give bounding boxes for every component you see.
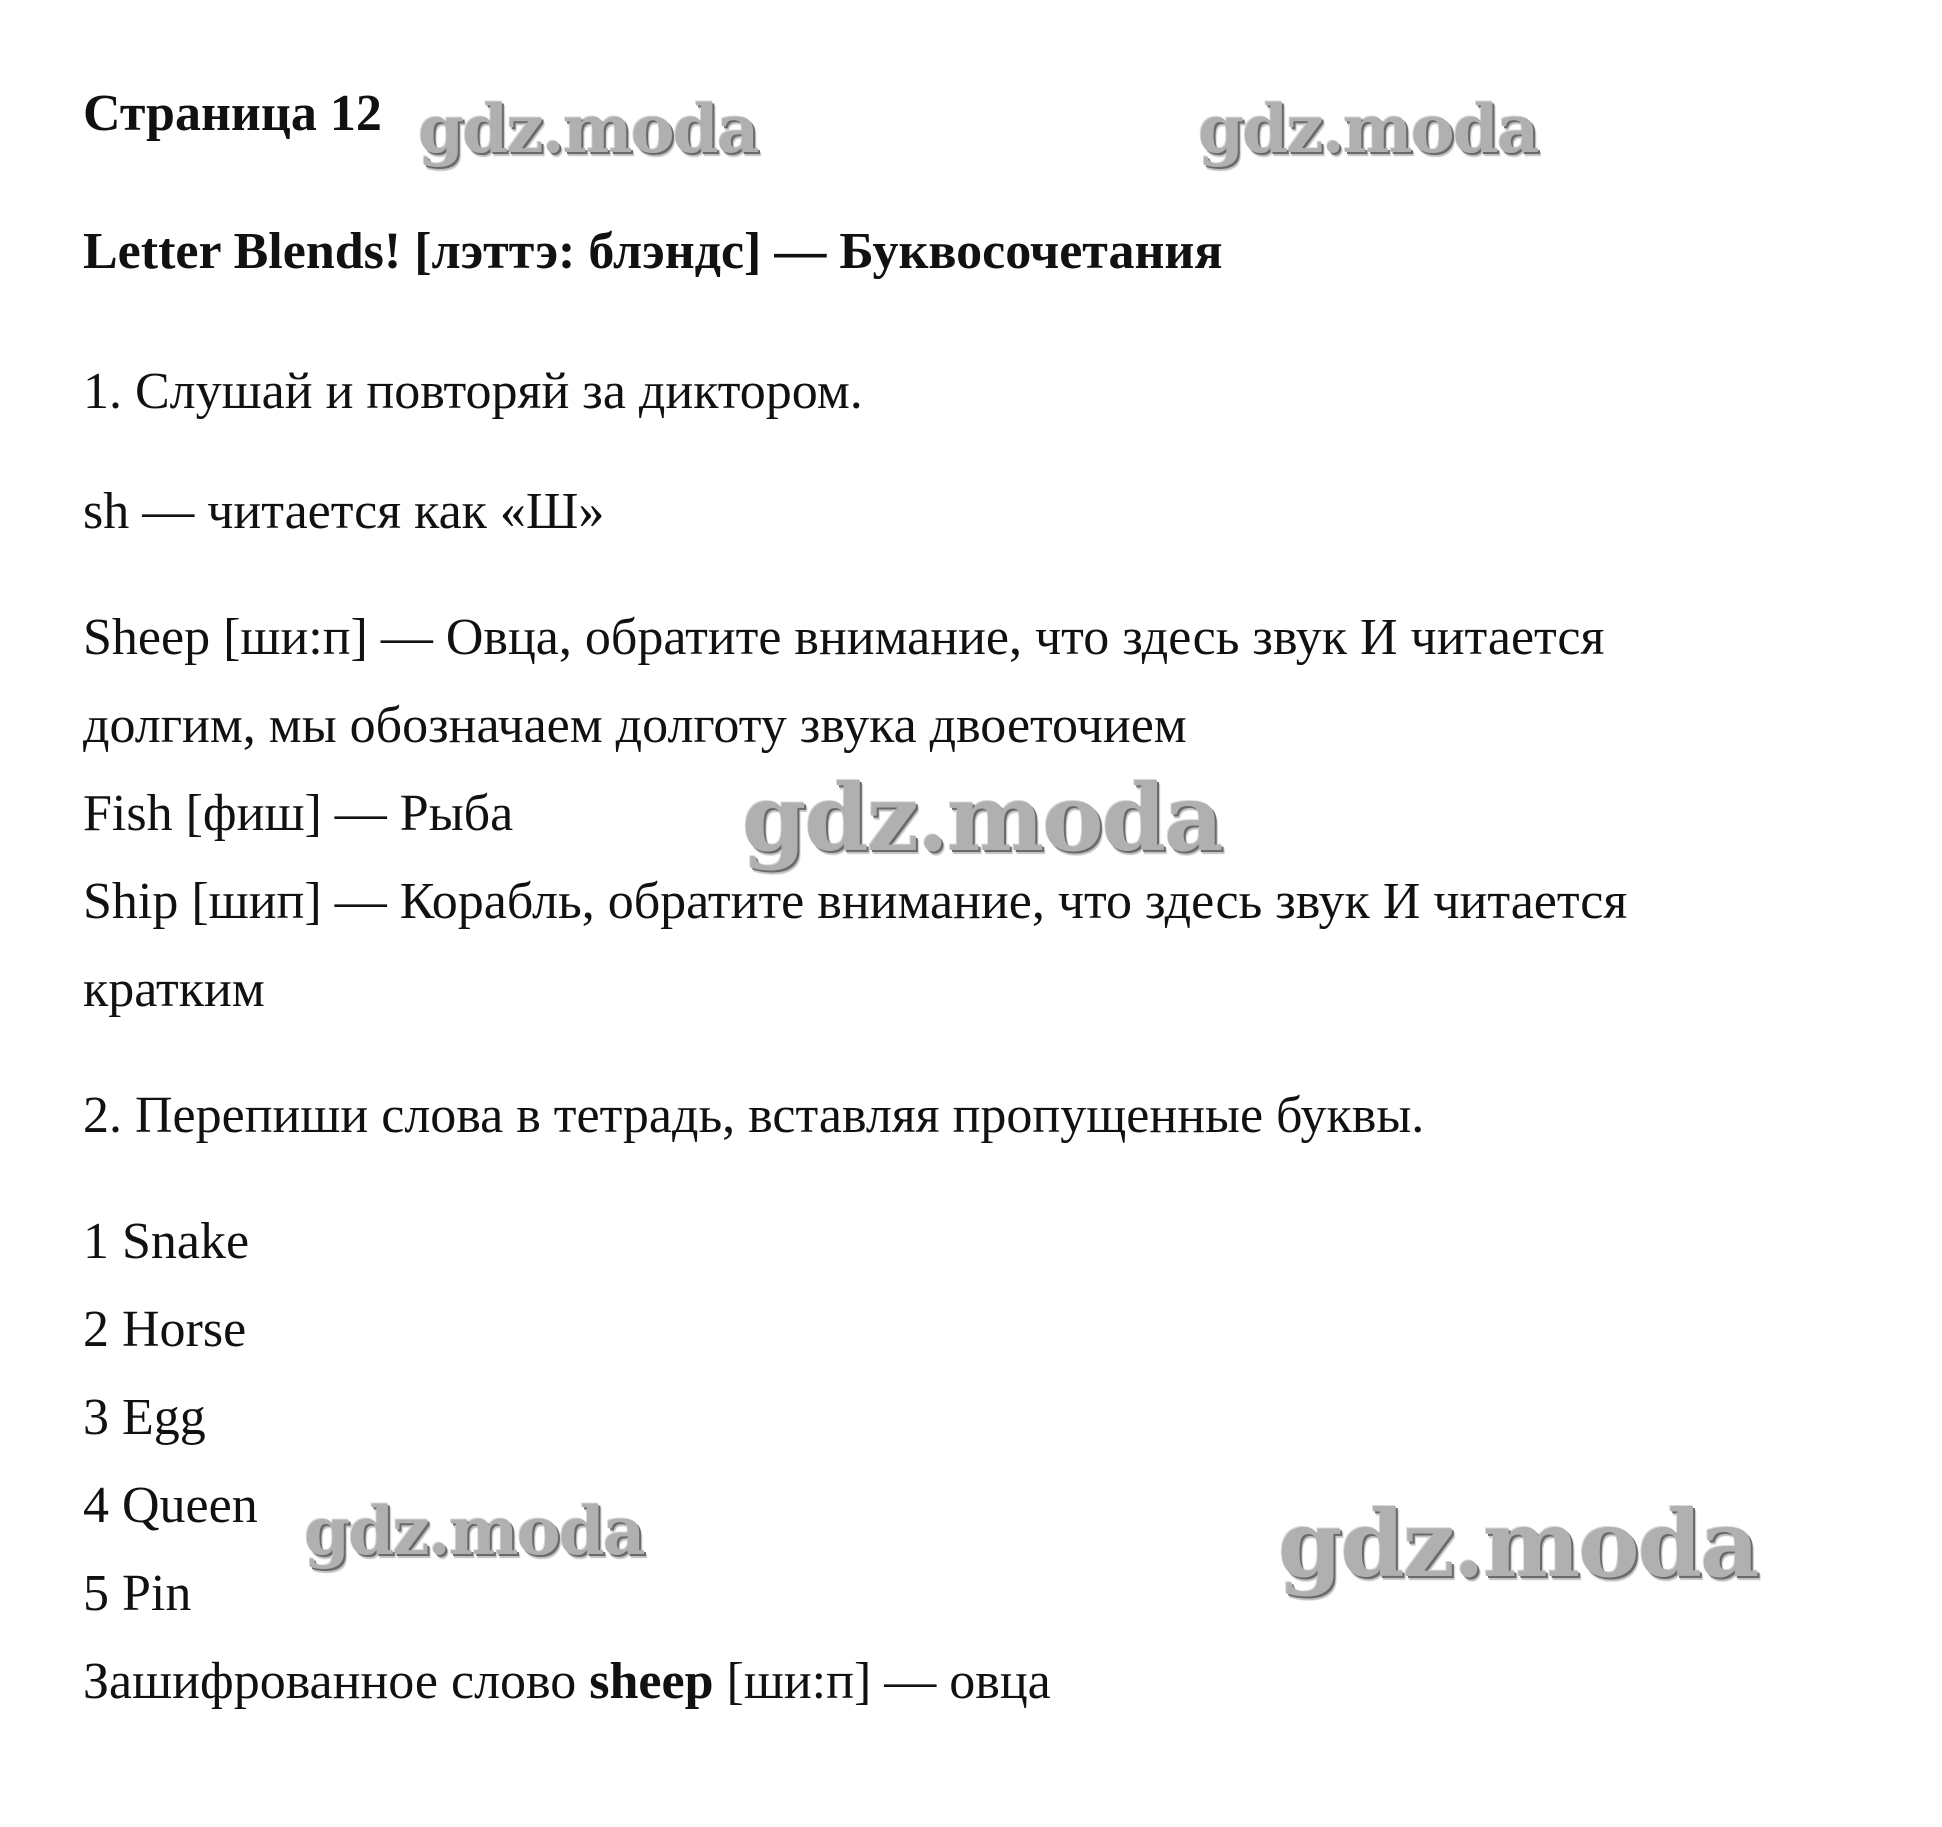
watermark: gdz.moda [1198,90,1538,168]
watermark: gdz.moda [304,1492,644,1570]
list-item: 5 Pin [83,1565,192,1622]
fish-line: Fish [фиш] — Рыба [83,785,514,842]
answer-word: sheep [589,1653,714,1710]
list-item: 4 Queen [83,1477,258,1534]
watermark: gdz.moda [742,764,1222,872]
answer-prefix: Зашифрованное слово [83,1653,590,1710]
page-heading: Страница 12 [83,85,382,142]
task1-rule: sh — читается как «Ш» [83,483,605,540]
ship-line-2: кратким [83,961,265,1018]
sheep-line-2: долгим, мы обозначаем долготу звука двоеточием [83,697,1187,754]
answer-suffix: [ши:п] — овца [713,1653,1051,1710]
watermark: gdz.moda [1278,1490,1758,1598]
list-item: 1 Snake [83,1213,250,1270]
list-item: 2 Horse [83,1301,247,1358]
task2-instruction: 2. Перепиши слова в тетрадь, вставляя пропущенные буквы. [83,1087,1425,1144]
watermark: gdz.moda [418,90,758,168]
ship-line-1: Ship [шип] — Корабль, обратите внимание, что здесь звук И читается [83,873,1628,930]
answer-line [83,1652,1051,1712]
list-item: 3 Egg [83,1389,206,1446]
section-title: Letter Blends! [лэттэ: блэндс] — Буквосочетания [83,223,1223,280]
task1-instruction: 1. Слушай и повторяй за диктором. [83,363,863,420]
sheep-line-1: Sheep [ши:п] — Овца, обратите внимание, что здесь звук И читается [83,609,1605,666]
